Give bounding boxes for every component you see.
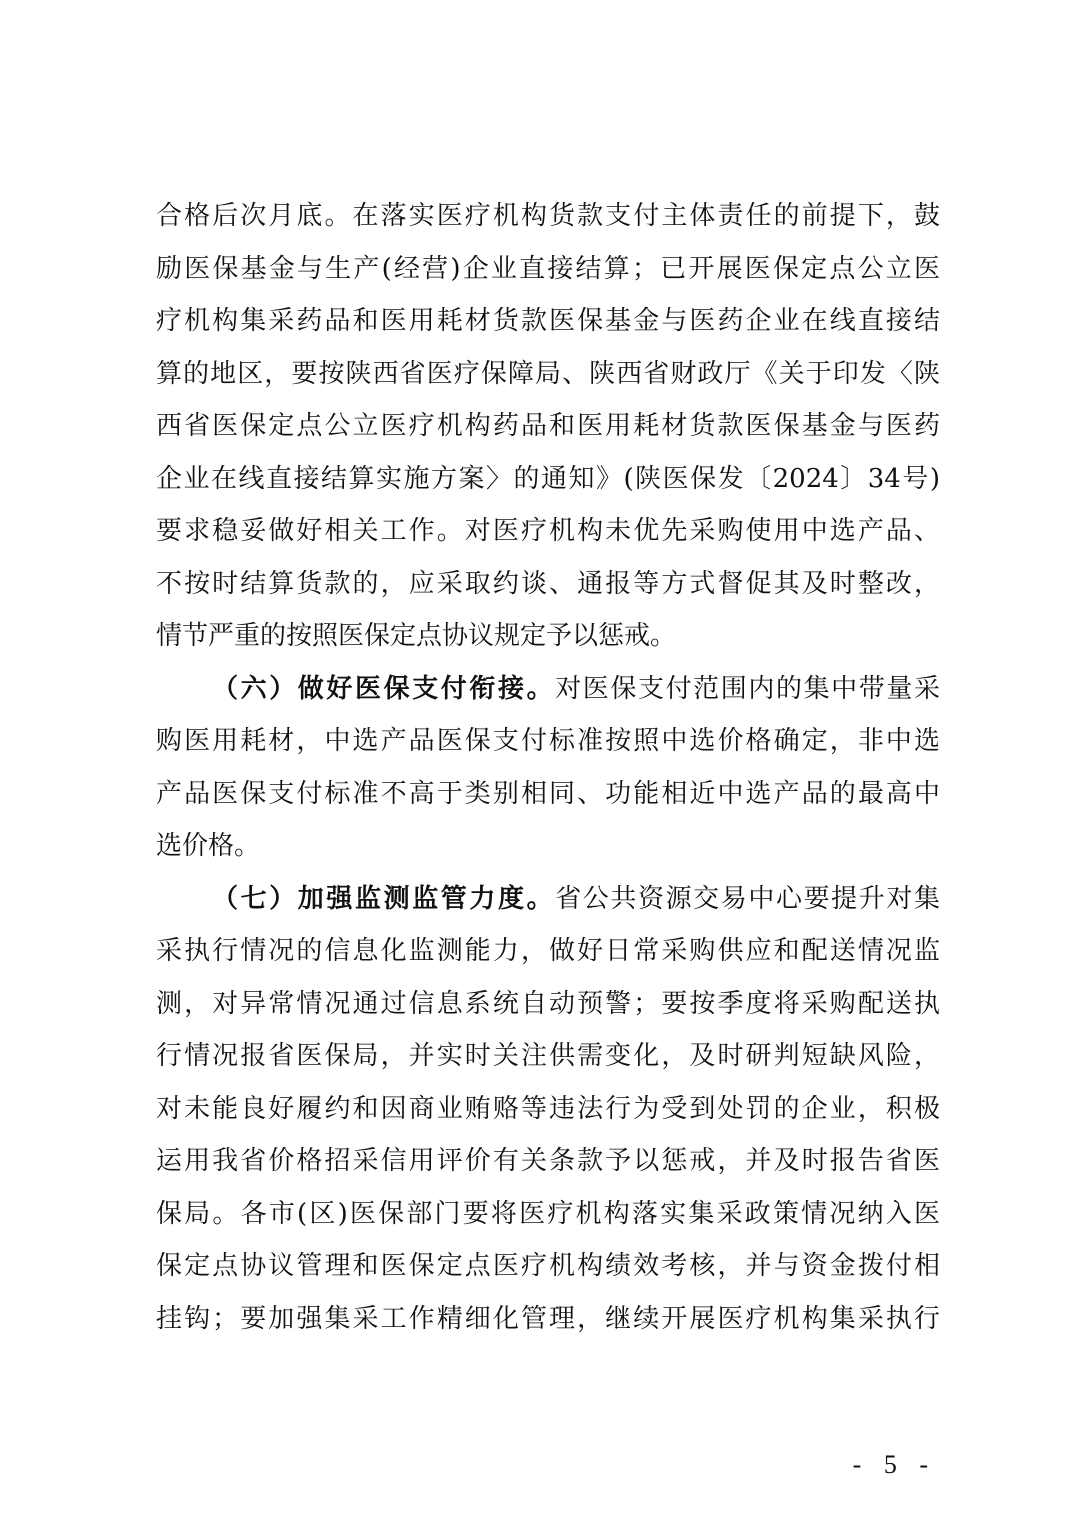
section-six-heading: （六）做好医保支付衔接。 bbox=[212, 673, 556, 704]
text-line: 疗机构集采药品和医用耗材货款医保基金与医药企业在线直接结 bbox=[156, 306, 940, 336]
text-line: 要求稳妥做好相关工作。对医疗机构未优先采购使用中选产品、 bbox=[156, 516, 940, 546]
section-seven-first-line bbox=[156, 873, 940, 926]
text-line: 测，对异常情况通过信息系统自动预警；要按季度将采购配送执 bbox=[156, 988, 940, 1019]
section-six-first-line bbox=[156, 663, 940, 716]
section-six bbox=[156, 663, 940, 873]
text-line: 保局。各市(区)医保部门要将医疗机构落实集采政策情况纳入医 bbox=[156, 1198, 940, 1229]
page-number: - 5 - bbox=[852, 1450, 936, 1479]
text-line: 行情况报省医保局，并实时关注供需变化，及时研判短缺风险， bbox=[156, 1041, 940, 1071]
section-seven-lead-text: 省公共资源交易中心要提升对集 bbox=[555, 883, 940, 914]
section-six-lead-text: 对医保支付范围内的集中带量采 bbox=[555, 673, 940, 704]
section-seven bbox=[156, 873, 940, 1346]
text-line: 保定点协议管理和医保定点医疗机构绩效考核，并与资金拨付相 bbox=[156, 1251, 940, 1281]
text-line: 选价格。 bbox=[156, 831, 261, 861]
document-body bbox=[156, 190, 940, 1345]
text-line: 挂钩；要加强集采工作精细化管理，继续开展医疗机构集采执行 bbox=[156, 1303, 940, 1334]
text-line: 不按时结算货款的，应采取约谈、通报等方式督促其及时整改， bbox=[156, 568, 940, 599]
text-line: 采执行情况的信息化监测能力，做好日常采购供应和配送情况监 bbox=[156, 936, 940, 966]
section-seven-heading: （七）加强监测监管力度。 bbox=[212, 883, 556, 914]
paragraph-payment bbox=[156, 190, 940, 663]
text-line: 西省医保定点公立医疗机构药品和医用耗材货款医保基金与医药 bbox=[156, 411, 940, 441]
text-line: 购医用耗材，中选产品医保支付标准按照中选价格确定，非中选 bbox=[156, 726, 940, 756]
text-line: 对未能良好履约和因商业贿赂等违法行为受到处罚的企业，积极 bbox=[156, 1093, 940, 1124]
text-line: 运用我省价格招采信用评价有关条款予以惩戒，并及时报告省医 bbox=[156, 1146, 940, 1176]
text-line: 算的地区，要按陕西省医疗保障局、陕西省财政厅《关于印发〈陕 bbox=[156, 358, 940, 389]
text-line: 合格后次月底。在落实医疗机构货款支付主体责任的前提下，鼓 bbox=[156, 201, 940, 231]
text-line: 情节严重的按照医保定点协议规定予以惩戒。 bbox=[156, 621, 677, 651]
text-line: 企业在线直接结算实施方案〉的通知》(陕医保发〔2024〕34号) bbox=[156, 463, 940, 494]
text-line: 产品医保支付标准不高于类别相同、功能相近中选产品的最高中 bbox=[156, 778, 940, 809]
text-line: 励医保基金与生产(经营)企业直接结算；已开展医保定点公立医 bbox=[156, 253, 940, 284]
